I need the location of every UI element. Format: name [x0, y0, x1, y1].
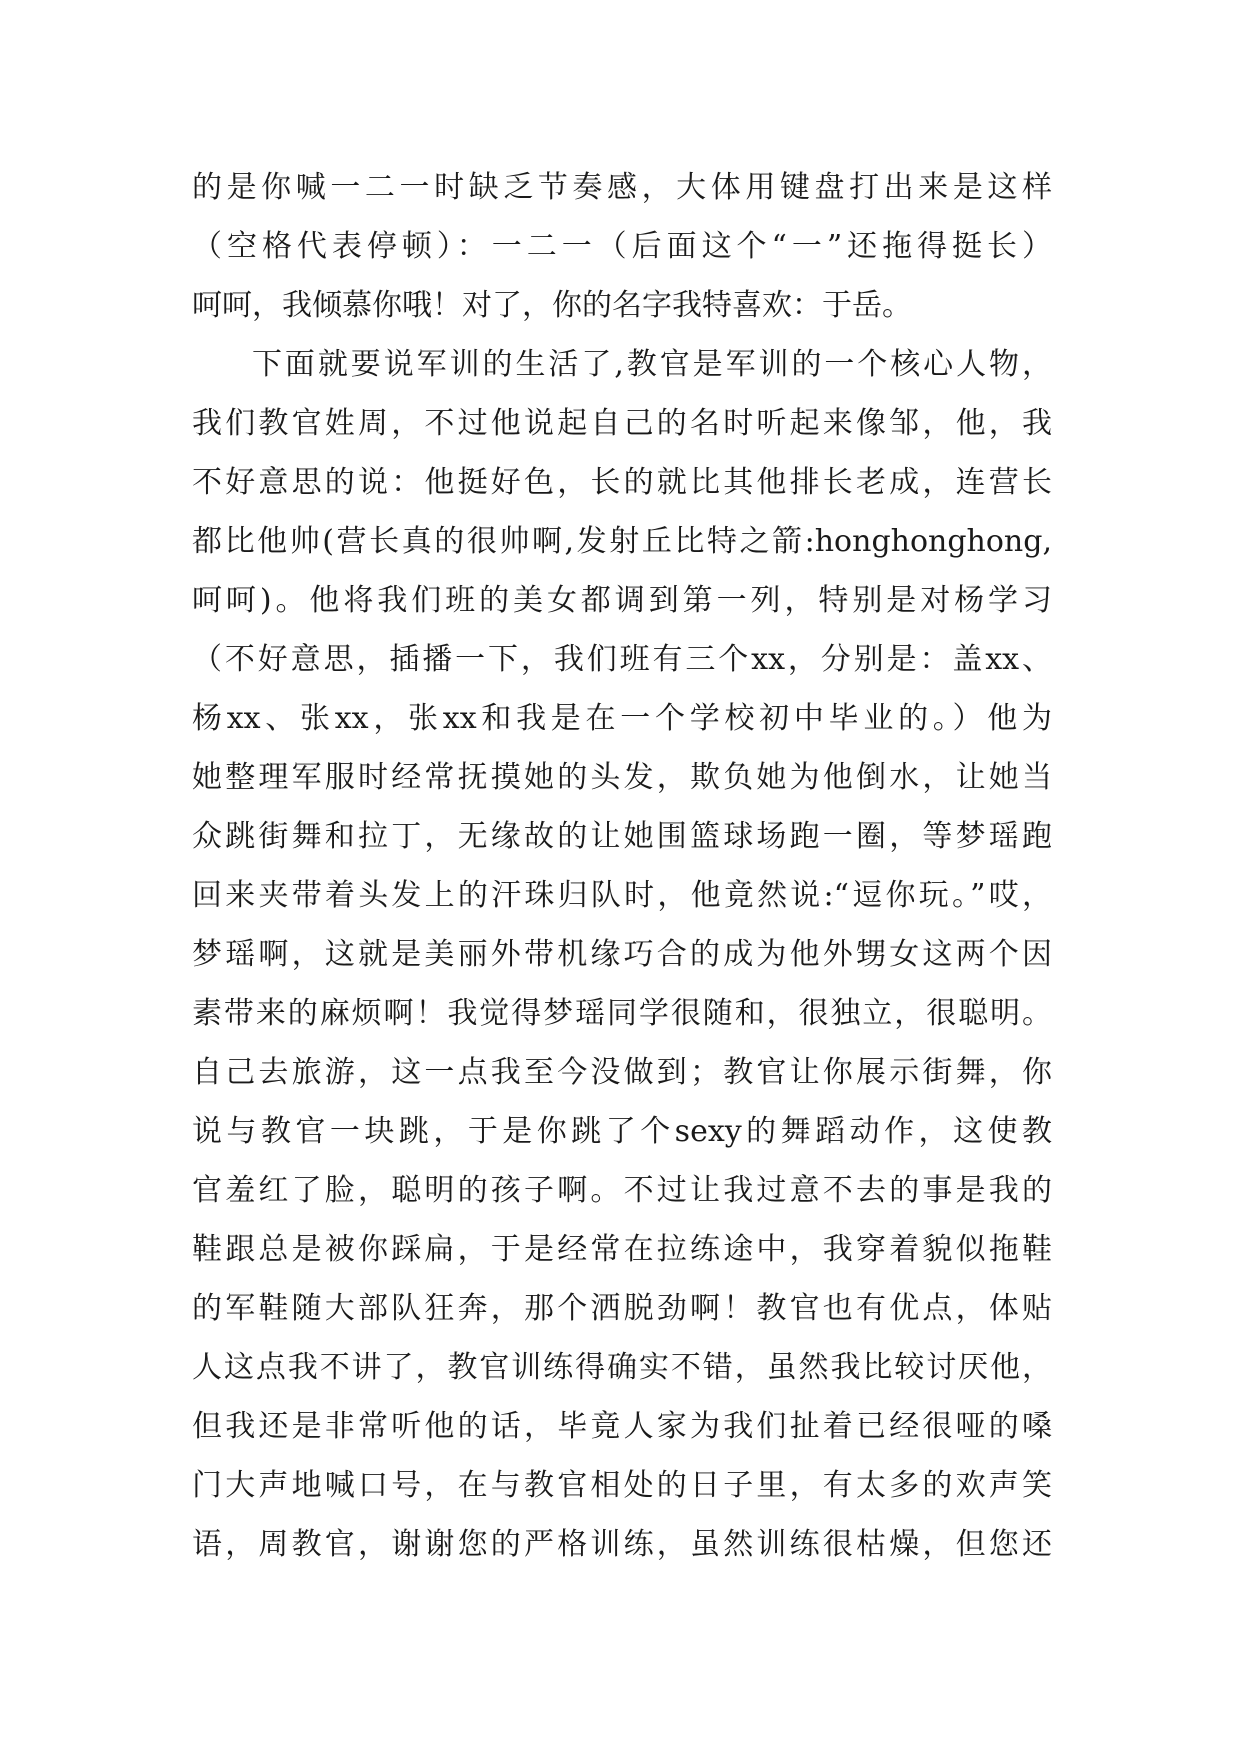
text-line: 杨xx、张xx，张xx和我是在一个学校初中毕业的。）他为: [192, 701, 1052, 736]
text-line: 门大声地喊口号，在与教官相处的日子里，有太多的欢声笑: [192, 1468, 1052, 1503]
text-line: 人这点我不讲了，教官训练得确实不错，虽然我比较讨厌他，: [192, 1350, 1052, 1385]
text-line: 的是你喊一二一时缺乏节奏感，大体用键盘打出来是这样: [192, 170, 1052, 205]
text-line: （不好意思，插播一下，我们班有三个xx，分别是：盖xx、: [192, 642, 1052, 677]
text-line: 呵呵，我倾慕你哦！对了，你的名字我特喜欢：于岳。: [192, 288, 912, 323]
text-line: 呵呵)。他将我们班的美女都调到第一列，特别是对杨学习: [192, 583, 1052, 618]
paragraph-first-line: 下面就要说军训的生活了,教官是军训的一个核心人物，: [252, 347, 1052, 382]
text-line: （空格代表停顿）：一二一（后面这个“一”还拖得挺长）: [192, 229, 1052, 264]
text-line: 官羞红了脸，聪明的孩子啊。不过让我过意不去的事是我的: [192, 1173, 1052, 1208]
text-line: 我们教官姓周，不过他说起自己的名时听起来像邹，他，我: [192, 406, 1052, 441]
text-line: 语，周教官，谢谢您的严格训练，虽然训练很枯燥，但您还: [192, 1527, 1052, 1562]
text-line: 素带来的麻烦啊！我觉得梦瑶同学很随和，很独立，很聪明。: [192, 996, 1052, 1031]
text-line: 众跳街舞和拉丁，无缘故的让她围篮球场跑一圈，等梦瑶跑: [192, 819, 1052, 854]
text-line: 说与教官一块跳，于是你跳了个sexy的舞蹈动作，这使教: [192, 1114, 1052, 1149]
text-line: 但我还是非常听他的话，毕竟人家为我们扯着已经很哑的嗓: [192, 1409, 1052, 1444]
text-line: 自己去旅游，这一点我至今没做到；教官让你展示街舞，你: [192, 1055, 1052, 1090]
body-text: [192, 158, 1052, 1574]
text-line: 的军鞋随大部队狂奔，那个洒脱劲啊！教官也有优点，体贴: [192, 1291, 1052, 1326]
text-line: 梦瑶啊，这就是美丽外带机缘巧合的成为他外甥女这两个因: [192, 937, 1052, 972]
text-line: 不好意思的说：他挺好色，长的就比其他排长老成，连营长: [192, 465, 1052, 500]
text-line: 鞋跟总是被你踩扁，于是经常在拉练途中，我穿着貌似拖鞋: [192, 1232, 1052, 1267]
text-line: 她整理军服时经常抚摸她的头发，欺负她为他倒水，让她当: [192, 760, 1052, 795]
text-line: 回来夹带着头发上的汗珠归队时，他竟然说:“逗你玩。”哎，: [192, 878, 1052, 913]
text-line: 都比他帅(营长真的很帅啊,发射丘比特之箭:honghonghong,: [192, 524, 1052, 559]
